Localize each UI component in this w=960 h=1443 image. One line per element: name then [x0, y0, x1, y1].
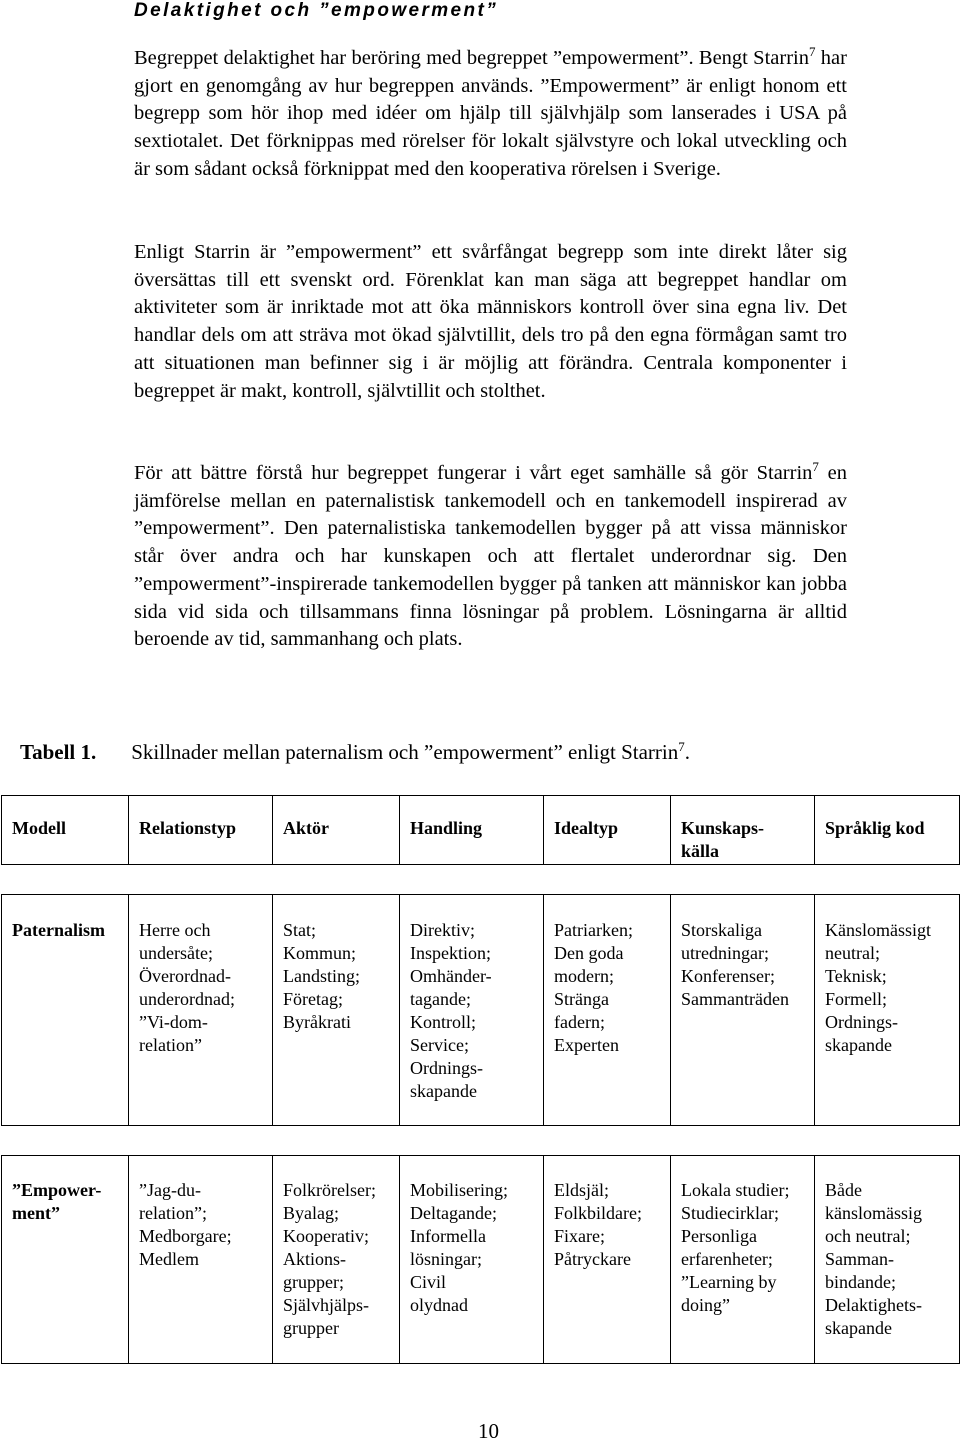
footnote-ref: 7: [808, 44, 816, 59]
table-cell: Patriarken; Den goda modern; Stränga fadern; Experten: [544, 895, 671, 1126]
table-cell: Både känslomässig och neutral; Samman- bindande; Delaktighets- skapande: [815, 1156, 960, 1364]
table-cell: Känslomässigt neutral; Teknisk; Formell; Ordnings- skapande: [815, 895, 960, 1126]
paragraph-3-text-a: För att bättre förstå hur begreppet fungerar i vårt eget samhälle så gör Starrin: [134, 462, 813, 484]
header-cell: Idealtyp: [544, 796, 671, 865]
header-cell: Språklig kod: [815, 796, 960, 865]
table-caption-end: .: [684, 740, 690, 764]
page-number: 10: [478, 1419, 499, 1443]
paragraph-3: [134, 460, 847, 654]
paragraph-1-text-b: har gjort en genomgång av hur begreppen används. ”Empowerment” är enligt honom ett begrepp som hör ihop med idéer om hjälp till självhjälp som lanserades i USA på sextiotalet. Det förknippas med rörelser för lokalt självstyre och lokal utveckling och är som sådant också förknippat med den kooperativa rörelsen i Sverige.: [134, 47, 847, 180]
paragraph-3-text-b: en jämförelse mellan en paternalistisk tankemodell och en tankemodell inspirerad av ”empowerment”. Den paternalistiska tankemodellen bygger på att vissa människor står över andra och har kunskapen och att flertalet underordnar sig. Den ”empowerment”-inspirerade tankemodellen bygger på tanken att människor kan jobba sida vid sida och tillsammans finna lösningar på problem. Lösningarna är alltid beroende av tid, sammanhang och plats.: [134, 462, 847, 651]
comparison-table: [1, 795, 960, 1364]
table-caption-text: Skillnader mellan paternalism och ”empowerment” enligt Starrin: [131, 740, 679, 764]
table-cell: ”Jag-du- relation”; Medborgare; Medlem: [129, 1156, 273, 1364]
table-cell: Storskaliga utredningar; Konferenser; Sammanträden: [671, 895, 815, 1126]
table-row: [2, 1156, 960, 1364]
table-header-row: [2, 796, 960, 865]
header-cell: Relationstyp: [129, 796, 273, 865]
table-caption-label: Tabell 1.: [20, 740, 97, 764]
footnote-ref: 7: [812, 459, 819, 474]
footnote-ref: 7: [678, 739, 685, 754]
table-cell: Folkrörelser; Byalag; Kooperativ; Aktions- grupper; Självhjälps- grupper: [273, 1156, 400, 1364]
table-caption: [20, 737, 690, 767]
paragraph-2: Enligt Starrin är ”empowerment” ett svårfångat begrepp som inte direkt låter sig översättas till ett svenskt ord. Förenklat kan man säga att begreppet handlar om aktiviteter som är inriktade mot att öka människors kontroll över sina egna liv. Det handlar dels om att sträva mot ökad självtillit, dels tro på den egna förmågan samt tro att situationen man befinner sig i är möjlig att förändra. Centrala komponenter i begreppet är makt, kontroll, självtillit och stolthet.: [134, 241, 847, 402]
table-cell-model: ”Empower- ment”: [2, 1156, 129, 1364]
table-cell-model: Paternalism: [2, 895, 129, 1126]
table-cell: Stat; Kommun; Landsting; Företag; Byråkrati: [273, 895, 400, 1126]
table-cell: Eldsjäl; Folkbildare; Fixare; Påtryckare: [544, 1156, 671, 1364]
section-heading: Delaktighet och ”empowerment”: [134, 0, 499, 21]
header-cell: Aktör: [273, 796, 400, 865]
table-cell: Direktiv; Inspektion; Omhänder- tagande; Kontroll; Service; Ordnings- skapande: [400, 895, 544, 1126]
header-cell: Handling: [400, 796, 544, 865]
table-cell: Mobilisering; Deltagande; Informella lösningar; Civil olydnad: [400, 1156, 544, 1364]
paragraph-1: [134, 45, 847, 184]
table-cell: Herre och undersåte; Överordnad- underordnad; ”Vi-dom- relation”: [129, 895, 273, 1126]
header-cell: Kunskaps- källa: [671, 796, 815, 865]
table-cell: Lokala studier; Studiecirklar; Personliga erfarenheter; ”Learning by doing”: [671, 1156, 815, 1364]
paragraph-1-text-a: Begreppet delaktighet har beröring med begreppet ”empowerment”. Bengt Starrin: [134, 47, 809, 69]
header-cell: Modell: [2, 796, 129, 865]
table-row: [2, 895, 960, 1126]
